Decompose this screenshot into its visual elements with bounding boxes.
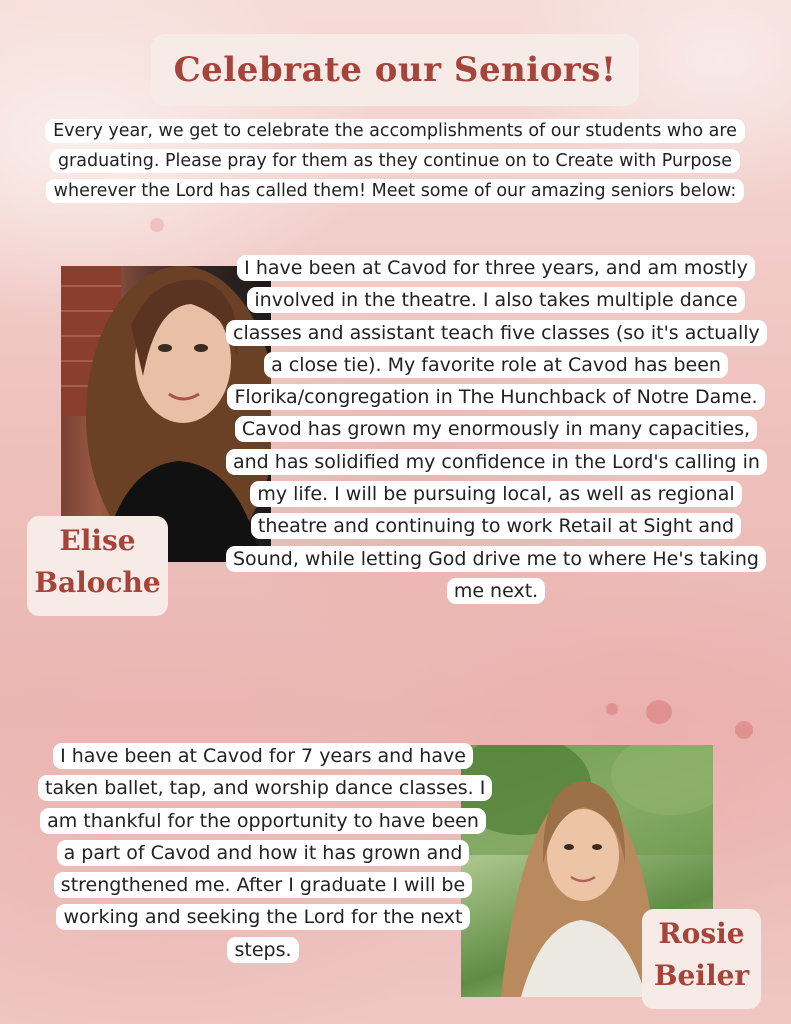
- senior-bio-elise: [226, 252, 766, 607]
- senior-first-name: Elise: [59, 524, 136, 557]
- paint-blot: [646, 700, 672, 724]
- senior-first-name: Rosie: [658, 917, 745, 950]
- intro-text: Every year, we get to celebrate the accomplishments of our students who are graduating. Please pray for them as they continue on to Create with Purpose wherever the Lord has called them! Meet some of our amazing seniors below:: [45, 119, 745, 203]
- bio-text: I have been at Cavod for three years, and am mostly involved in the theatre. I also takes multiple dance classes and assistant teach five classes (so it's actually a close tie). My favorite role at Cavod has been Florika/congregation in The Hunchback of Notre Dame. Cavod has grown my enormously in many capacities, and has solidified my confidence in the Lord's calling in my life. I will be pursuing local, as well as regional theatre and continuing to work Retail at Sight and Sound, while letting God drive me to where He's taking me next.: [226, 255, 767, 604]
- senior-name-tag-rosie: [642, 909, 761, 1009]
- bio-text: I have been at Cavod for 7 years and have taken ballet, tap, and worship dance classes. I am thankful for the opportunity to have been a part of Cavod and how it has grown and strengthened me. After I graduate I will be working and seeking the Lord for the next steps.: [38, 743, 492, 963]
- paint-blot: [735, 721, 753, 739]
- senior-bio-rosie: [38, 740, 488, 966]
- paint-blot: [150, 218, 164, 232]
- senior-name-tag-elise: [27, 516, 168, 616]
- paint-blot: [606, 703, 618, 715]
- intro-block: [24, 116, 766, 206]
- senior-last-name: Beiler: [653, 959, 750, 992]
- page-title: Celebrate our Seniors!: [173, 50, 617, 90]
- title-banner: [151, 34, 639, 106]
- senior-last-name: Baloche: [34, 566, 161, 599]
